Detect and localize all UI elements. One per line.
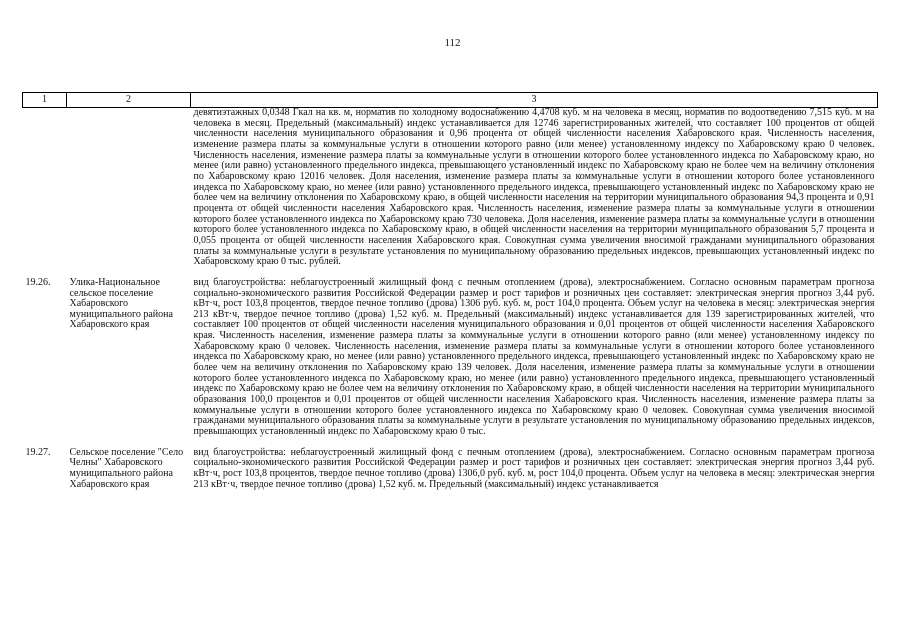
row-description <box>191 108 878 278</box>
row-number: 19.26. <box>25 276 51 288</box>
municipality-name: Сельское поселение "Село Челны" Хабаровского муниципального района Хабаровского края <box>69 446 184 490</box>
index-table <box>22 92 878 490</box>
header-col-2: 2 <box>67 93 191 108</box>
table-header-row <box>23 93 878 108</box>
row-description-text: вид благоустройства: неблагоустроенный жилищный фонд с печным отоплением (дрова), электроснабжением. Согласно основным параметрам прогноза социально-экономического развития Российской Федерации размер и рост тарифов и розничных цен составляет: электрическая энергия прогноз 3,44 руб. кВт·ч, рост 103,8 процентов, твердое печное топливо (дрова) 1306 руб. куб. м, рост 104,0 процента. Объем услуг на человека в месяц: электрическая энергия 213 кВт·ч, твердое печное топливо (дрова) 1,52 куб. м. Предельный (максимальный) индекс устанавливается для 139 зарегистрированных жителей, что составляет 100 процентов от общей численности населения муниципального образования и 0,01 процентов от общей численности населения Хабаровского края. Численность населения, изменение размера платы за коммунальные услуги в отношении которого равно (или менее) установленному индексу по Хабаровскому краю 0 человек. Численность населения, изменение размера платы за коммунальные услуги в отношении которого более установленного индекса по Хабаровскому краю, но менее (или равно) установленного предельного индекса, превышающего установленный индекс по Хабаровскому краю не более чем на величину отклонения по Хабаровскому краю 139 человек. Доля населения, изменение размера платы за коммунальные услуги в отношении которого более установленного индекса по Хабаровскому краю, но менее (или равно) установленного предельного индекса, превышающего установленный индекс по Хабаровскому краю не более чем на величину отклонения по Хабаровскому краю, в общей численности населения на территории муниципального образования 100,0 процентов и 0,01 процентов от общей численности населения Хабаровского края. Численность населения, изменение размера платы за коммунальные услуги в отношении которого более установленного индекса по Хабаровскому краю 0 человек. Совокупная сумма увеличения вносимой гражданами муниципального образования платы за коммунальные услуги в результате установления по муниципальному образованию предельных индексов, превышающих установленный индекс по Хабаровскому краю 0 тыс. <box>193 276 875 438</box>
municipality-name <box>67 108 191 278</box>
row-description <box>191 448 878 491</box>
row-description-text: вид благоустройства: неблагоустроенный жилищный фонд с печным отоплением (дрова), электроснабжением. Согласно основным параметрам прогноза социально-экономического развития Российской Федерации размер и рост тарифов и розничных цен составляет: электрическая энергия прогноз 3,44 руб. кВт·ч, рост 103,8 процентов, твердое печное топливо (дрова) 1306,0 руб. куб. м, рост 104,0 процента. Объем услуг на человека в месяц: электрическая энергия 213 кВт·ч, твердое печное топливо (дрова) 1,52 куб. м. Предельный (максимальный) индекс устанавливается <box>193 446 875 490</box>
table-row <box>23 448 878 491</box>
page-number: 112 <box>444 37 461 49</box>
row-number <box>23 108 67 278</box>
municipality-name: Улика-Национальное сельское поселение Хабаровского муниципального района Хабаровского края <box>69 276 173 331</box>
header-col-1: 1 <box>23 93 67 108</box>
row-description <box>191 278 878 448</box>
header-col-3: 3 <box>191 93 878 108</box>
row-description-text: девятиэтажных 0,0348 Гкал на кв. м, норматив по холодному водоснабжению 4,4708 куб. м на человека в месяц, норматив по водоотведению 7,515 куб. м на человека в месяц. Предельный (максимальный) индекс устанавливается для 12746 зарегистрированных жителей, что составляет 100 процентов от общей численности населения муниципального образования и 0,96 процента от общей численности населения Хабаровского края. Численность населения, изменение размера платы за коммунальные услуги в отношении которого равно (или менее) установленному индексу по Хабаровскому краю 0 человек. Численность населения, изменение размера платы за коммунальные услуги в отношении которого более установленного индекса по Хабаровскому краю, но менее (или равно) установленного предельного индекса, превышающего установленный индекс по Хабаровскому краю не более чем на величину отклонения по Хабаровскому краю 12016 человек. Доля населения, изменение размера платы за коммунальные услуги в отношении которого более установленного индекса по Хабаровскому краю, но менее (или равно) установленного предельного индекса, превышающего установленный индекс по Хабаровскому краю не более чем на величину отклонения по Хабаровскому краю, в общей численности населения на территории муниципального образования 94,3 процента и 0,91 процента от общей численности населения Хабаровского края. Численность населения, изменение размера платы за коммунальные услуги в отношении которого более установленного индекса по Хабаровскому краю 730 человека. Доля населения, изменение размера платы за коммунальные услуги в отношении которого более установленного индекса по Хабаровскому краю, в общей численности населения на территории муниципального образования 5,7 процента и 0,055 процента от общей численности населения Хабаровского края. Совокупная сумма увеличения вносимой гражданами муниципального образования платы за коммунальные услуги в результате установления по муниципальному образованию предельных индексов, превышающих установленный индекс по Хабаровскому краю 0 тыс. рублей. <box>193 107 875 268</box>
row-number: 19.27. <box>25 446 51 458</box>
table-row <box>23 278 878 448</box>
table-row <box>23 108 878 278</box>
